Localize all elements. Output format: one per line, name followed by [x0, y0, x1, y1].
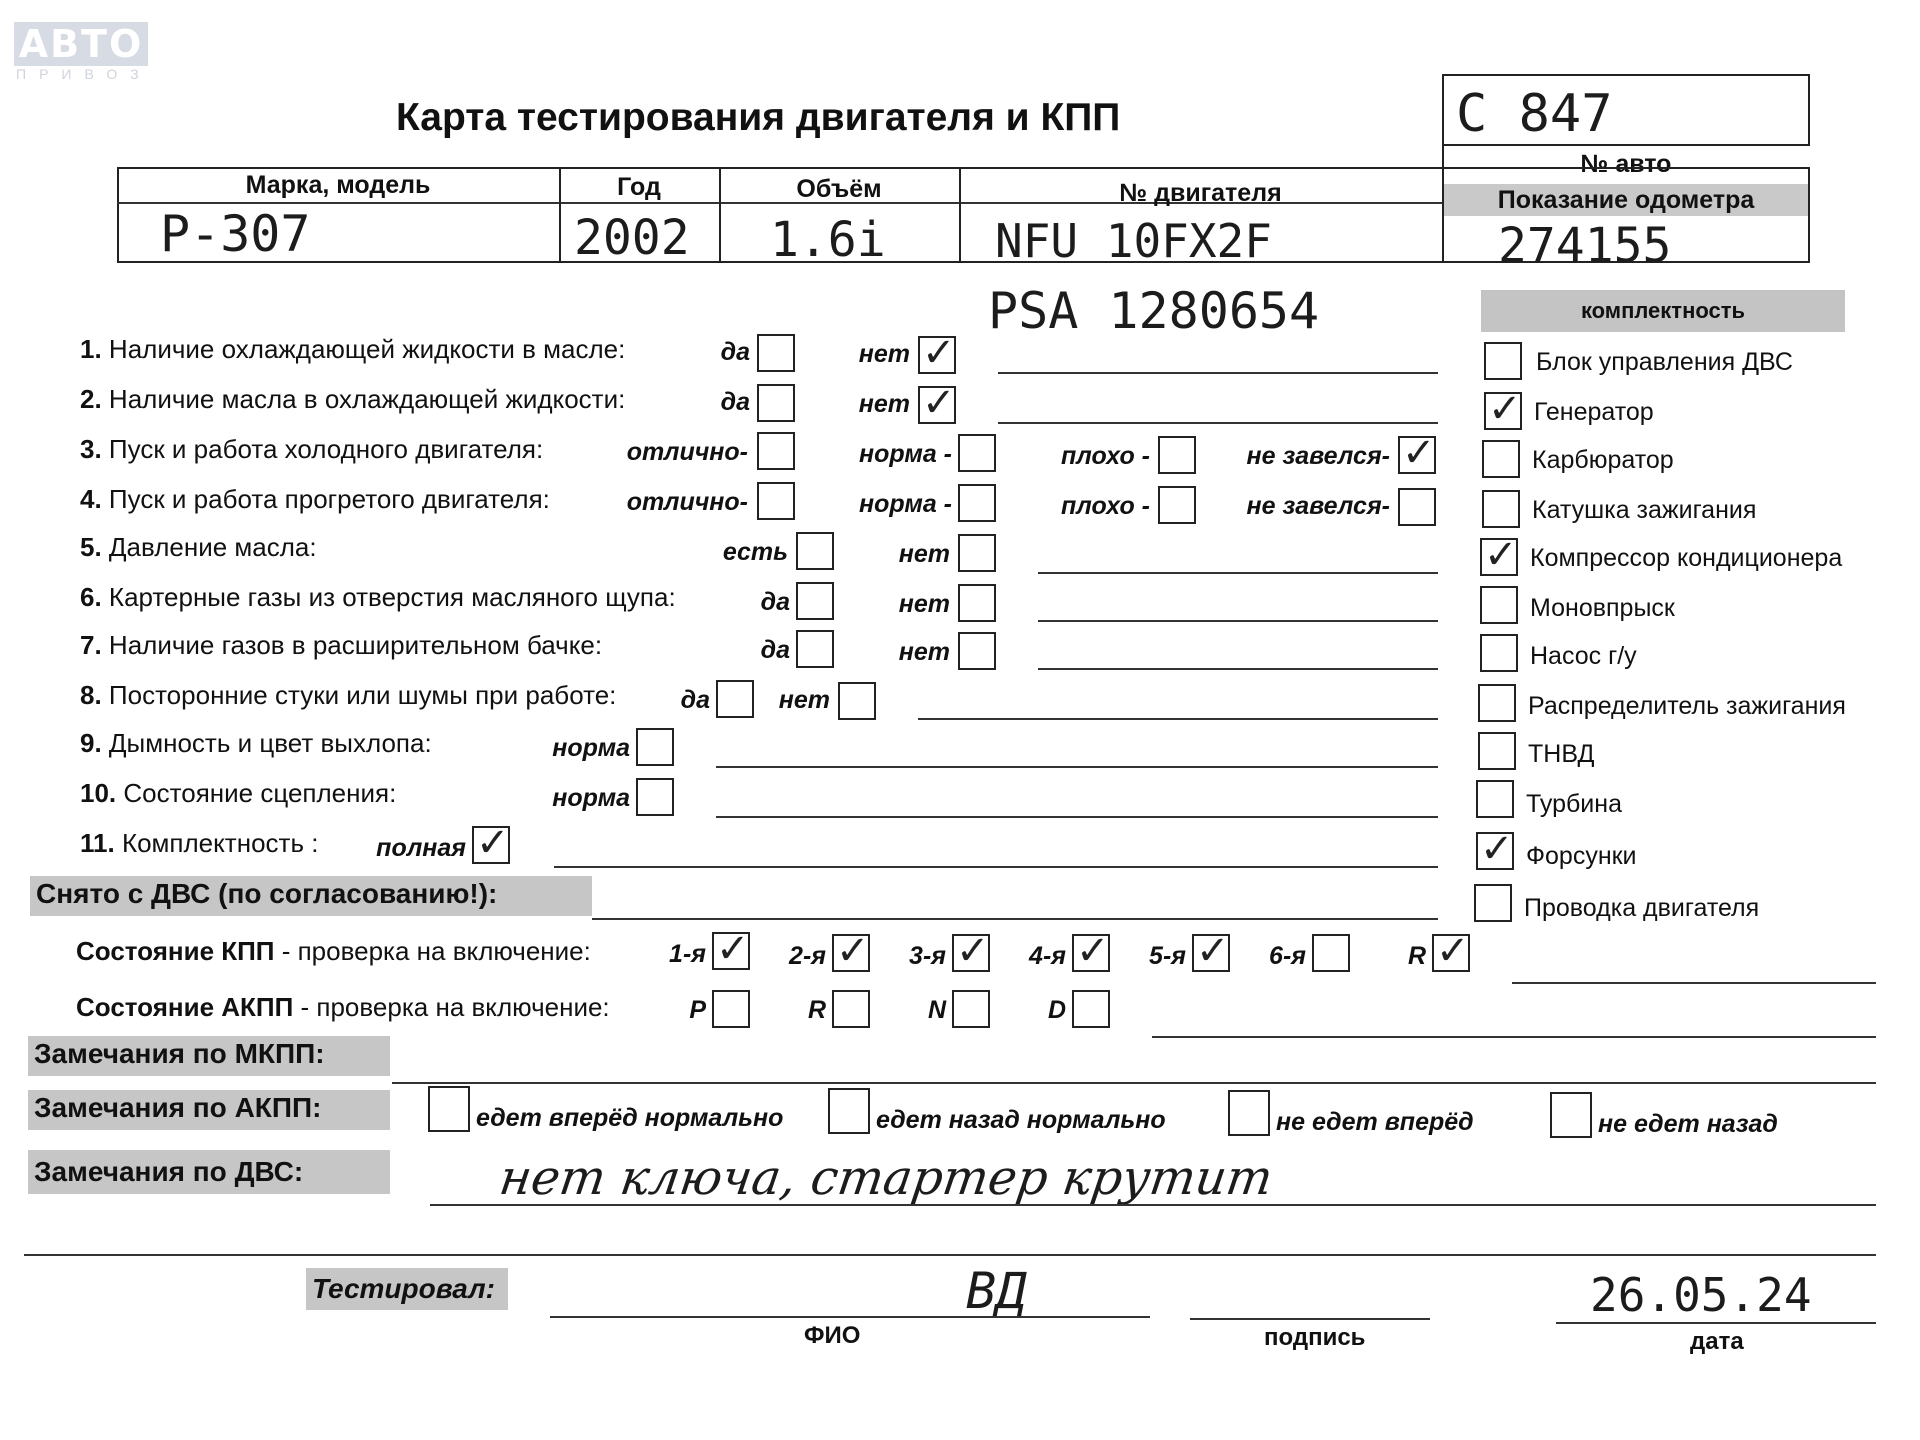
opt-label: полная	[376, 834, 466, 862]
kit-checkbox-injectors[interactable]	[1476, 832, 1514, 870]
car-id-label: № авто	[1580, 150, 1672, 178]
checkbox-3-normal[interactable]	[958, 434, 996, 472]
opt-label: нет	[898, 590, 950, 618]
gear-label: N	[927, 996, 946, 1024]
engine-label: № двигателя	[1119, 179, 1282, 207]
signature-label: подпись	[1264, 1324, 1366, 1351]
akpp-gear-p[interactable]	[712, 990, 750, 1028]
year-value: 2002	[574, 210, 690, 266]
kit-checkbox-ignition-coil[interactable]	[1482, 490, 1520, 528]
make-label: Марка, модель	[245, 171, 431, 199]
kit-item-distributor: Распределитель зажигания	[1528, 692, 1846, 720]
check-item-1: 1. Наличие охлаждающей жидкости в масле:	[80, 334, 626, 364]
checkbox-2-no[interactable]	[918, 386, 956, 424]
kpp-gear-r[interactable]	[1432, 934, 1470, 972]
kit-checkbox-tnvd[interactable]	[1478, 732, 1516, 770]
kit-item-mono-injection: Моновпрыск	[1530, 594, 1675, 622]
opt-label: плохо -	[1061, 492, 1150, 520]
opt-label: отлично-	[626, 438, 748, 466]
kit-checkbox-generator[interactable]	[1484, 392, 1522, 430]
checkbox-10-normal[interactable]	[636, 778, 674, 816]
kit-checkbox-ecu[interactable]	[1484, 342, 1522, 380]
date-value: 26.05.24	[1590, 1268, 1812, 1322]
opt-label: нет	[858, 340, 910, 368]
check-item-3: 3. Пуск и работа холодного двигателя:	[80, 434, 544, 464]
checkbox-5-yes[interactable]	[796, 532, 834, 570]
akpp-gear-d[interactable]	[1072, 990, 1110, 1028]
gear-label: 2-я	[789, 942, 826, 970]
akpp-remark-no-forward[interactable]	[1228, 1090, 1270, 1136]
kit-checkbox-mono-injection[interactable]	[1480, 586, 1518, 624]
kpp-gear-1[interactable]	[712, 932, 750, 970]
gear-label: P	[689, 996, 706, 1024]
page-title: Карта тестирования двигателя и КПП	[396, 96, 1121, 139]
kit-item-turbo: Турбина	[1526, 790, 1622, 818]
remarks-akpp-label: Замечания по АКПП:	[28, 1090, 390, 1130]
akpp-remark-label: едет назад нормально	[876, 1106, 1166, 1134]
kit-item-injectors: Форсунки	[1526, 842, 1637, 870]
kit-checkbox-turbo[interactable]	[1476, 780, 1514, 818]
checkbox-9-normal[interactable]	[636, 728, 674, 766]
fio-label: ФИО	[804, 1322, 861, 1349]
kit-checkbox-distributor[interactable]	[1478, 684, 1516, 722]
opt-label: плохо -	[1061, 442, 1150, 470]
kit-item-ecu: Блок управления ДВС	[1536, 348, 1793, 376]
logo-subtitle: ПРИВОЗ	[16, 66, 152, 82]
kit-checkbox-ac-compressor[interactable]	[1480, 538, 1518, 576]
odometer-value: 274155	[1498, 218, 1672, 274]
checkbox-2-yes[interactable]	[757, 384, 795, 422]
opt-label: да	[760, 588, 790, 616]
check-item-10: 10. Состояние сцепления:	[80, 778, 397, 808]
engine-extra-value: PSA 1280654	[988, 282, 1320, 340]
kpp-gear-3[interactable]	[952, 934, 990, 972]
akpp-gear-n[interactable]	[952, 990, 990, 1028]
year-label: Год	[617, 173, 661, 201]
opt-label: да	[720, 388, 750, 416]
car-id-value: С 847	[1456, 84, 1613, 144]
akpp-gear-r[interactable]	[832, 990, 870, 1028]
checkbox-4-no-start[interactable]	[1398, 488, 1436, 526]
remarks-dvs-label: Замечания по ДВС:	[28, 1150, 390, 1194]
gear-label: 6-я	[1269, 942, 1306, 970]
tested-by-label: Тестировал:	[306, 1268, 508, 1310]
checkbox-11-full[interactable]	[472, 826, 510, 864]
checkbox-1-no[interactable]	[918, 336, 956, 374]
checkbox-6-yes[interactable]	[796, 582, 834, 620]
kpp-label: Состояние КПП - проверка на включение:	[76, 936, 591, 966]
checkbox-3-excellent[interactable]	[757, 432, 795, 470]
kpp-gear-5[interactable]	[1192, 934, 1230, 972]
kpp-gear-2[interactable]	[832, 934, 870, 972]
check-item-9: 9. Дымность и цвет выхлопа:	[80, 728, 432, 758]
opt-label: да	[680, 686, 710, 714]
opt-label: нет	[898, 540, 950, 568]
gear-label: R	[1407, 942, 1426, 970]
kpp-gear-6[interactable]	[1312, 934, 1350, 972]
akpp-remark-label: не едет назад	[1598, 1110, 1778, 1138]
checkbox-7-no[interactable]	[958, 632, 996, 670]
kit-item-ignition-coil: Катушка зажигания	[1532, 496, 1757, 524]
checkbox-8-no[interactable]	[838, 682, 876, 720]
engine-value: NFU 10FX2F	[995, 214, 1272, 268]
opt-label: да	[720, 338, 750, 366]
akpp-remark-label: не едет вперёд	[1276, 1108, 1474, 1136]
remarks-dvs-value: нет ключа, стартер крутит	[496, 1150, 1277, 1206]
checkbox-4-excellent[interactable]	[757, 482, 795, 520]
kit-checkbox-wiring[interactable]	[1474, 884, 1512, 922]
check-item-2: 2. Наличие масла в охлаждающей жидкости:	[80, 384, 626, 414]
checkbox-5-no[interactable]	[958, 534, 996, 572]
check-item-7: 7. Наличие газов в расширительном бачке:	[80, 630, 603, 660]
check-item-11: 11. Комплектность :	[80, 828, 319, 858]
akpp-label: Состояние АКПП - проверка на включение:	[76, 992, 610, 1022]
kit-item-ac-compressor: Компрессор кондиционера	[1530, 544, 1843, 572]
fio-value: ВД	[966, 1262, 1027, 1320]
opt-label: норма -	[859, 440, 952, 468]
opt-label: не завелся-	[1246, 442, 1390, 470]
opt-label: норма -	[859, 490, 952, 518]
kit-header: комплектность	[1481, 290, 1845, 332]
kit-item-wiring: Проводка двигателя	[1524, 894, 1760, 922]
checkbox-7-yes[interactable]	[796, 630, 834, 668]
opt-label: не завелся-	[1246, 492, 1390, 520]
gear-label: 3-я	[909, 942, 946, 970]
removed-section-label: Снято с ДВС (по согласованию!):	[30, 876, 592, 916]
check-item-8: 8. Посторонние стуки или шумы при работе:	[80, 680, 617, 710]
logo: АВТО	[14, 22, 148, 66]
checkbox-3-bad[interactable]	[1158, 436, 1196, 474]
akpp-remark-back-ok[interactable]	[828, 1088, 870, 1134]
akpp-remark-label: едет вперёд нормально	[476, 1104, 784, 1132]
kit-item-tnvd: ТНВД	[1528, 740, 1595, 768]
kit-checkbox-carburetor[interactable]	[1482, 440, 1520, 478]
gear-label: R	[807, 996, 826, 1024]
gear-label: 5-я	[1149, 942, 1186, 970]
opt-label: нет	[898, 638, 950, 666]
checkbox-1-yes[interactable]	[757, 334, 795, 372]
akpp-remark-no-back[interactable]	[1550, 1092, 1592, 1138]
opt-label: есть	[722, 538, 788, 566]
gear-label: 1-я	[669, 940, 706, 968]
kit-checkbox-ps-pump[interactable]	[1480, 634, 1518, 672]
gear-label: D	[1047, 996, 1066, 1024]
volume-label: Объём	[796, 175, 882, 203]
date-label: дата	[1690, 1328, 1744, 1355]
check-item-4: 4. Пуск и работа прогретого двигателя:	[80, 484, 550, 514]
volume-value: 1.6i	[770, 212, 886, 268]
remarks-mkpp-label: Замечания по МКПП:	[28, 1036, 390, 1076]
checkbox-3-no-start[interactable]	[1398, 436, 1436, 474]
kpp-gear-4[interactable]	[1072, 934, 1110, 972]
kit-item-ps-pump: Насос г/у	[1530, 642, 1637, 670]
kit-item-generator: Генератор	[1534, 398, 1654, 426]
opt-label: отлично-	[626, 488, 748, 516]
kit-item-carburetor: Карбюратор	[1532, 446, 1674, 474]
checkbox-6-no[interactable]	[958, 584, 996, 622]
opt-label: нет	[778, 686, 830, 714]
odometer-label: Показание одометра	[1444, 184, 1808, 216]
make-value: P-307	[160, 205, 311, 263]
opt-label: да	[760, 636, 790, 664]
akpp-remark-forward-ok[interactable]	[428, 1086, 470, 1132]
gear-label: 4-я	[1029, 942, 1066, 970]
check-item-6: 6. Картерные газы из отверстия масляного щупа:	[80, 582, 676, 612]
checkbox-4-bad[interactable]	[1158, 486, 1196, 524]
opt-label: нет	[858, 390, 910, 418]
opt-label: норма	[552, 734, 630, 762]
checkbox-8-yes[interactable]	[716, 680, 754, 718]
opt-label: норма	[552, 784, 630, 812]
checkbox-4-normal[interactable]	[958, 484, 996, 522]
check-item-5: 5. Давление масла:	[80, 532, 317, 562]
